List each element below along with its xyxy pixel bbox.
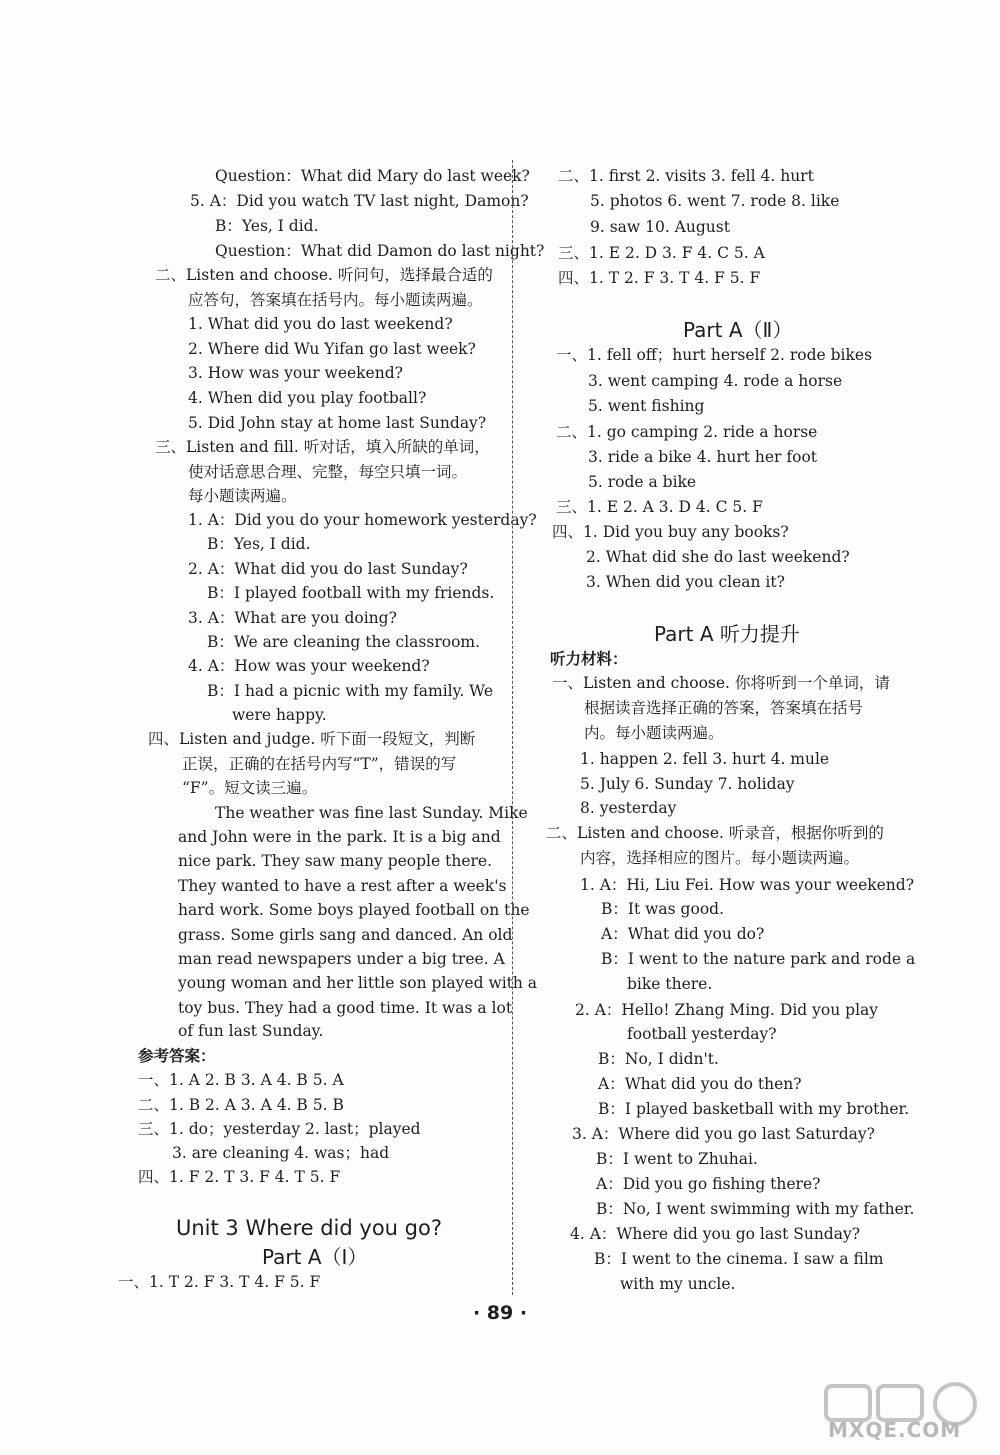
text-line: B：We are cleaning the classroom. xyxy=(207,633,481,651)
text-line: 9. saw 10. August xyxy=(590,218,730,236)
text-line: man read newspapers under a big tree. A xyxy=(178,950,505,968)
text-line: 2. Where did Wu Yifan go last week? xyxy=(188,340,476,358)
text-line: 3. ride a bike 4. hurt her foot xyxy=(588,448,818,466)
text-line: 四、Listen and judge. 听下面一段短文，判断 xyxy=(148,730,476,748)
text-line: and John were in the park. It is a big and xyxy=(178,828,501,846)
text-line: 4. A：Where did you go last Sunday? xyxy=(570,1225,861,1243)
text-line: 1. What did you do last weekend? xyxy=(188,315,453,333)
text-line: bike there. xyxy=(627,975,713,993)
text-line: 8. yesterday xyxy=(580,799,677,817)
text-line: hard work. Some boys played football on the xyxy=(178,901,530,919)
text-line: 参考答案： xyxy=(138,1046,216,1065)
text-line: toy bus. They had a good time. It was a lot xyxy=(178,999,513,1017)
column-divider xyxy=(512,160,513,1295)
text-line: B：I played basketball with my brother. xyxy=(598,1100,910,1118)
text-line: 四、1. F 2. T 3. F 4. T 5. F xyxy=(138,1168,341,1186)
text-line: 2. What did she do last weekend? xyxy=(586,548,850,566)
text-line: B：I went to Zhuhai. xyxy=(596,1150,758,1168)
text-line: B：It was good. xyxy=(601,900,724,918)
text-line: 5. A：Did you watch TV last night, Damon? xyxy=(190,192,529,210)
text-line: A：Did you go fishing there? xyxy=(596,1175,821,1193)
text-line: 5. rode a bike xyxy=(588,473,697,491)
section-heading: Unit 3 Where did you go? xyxy=(176,1216,442,1240)
page-number: · 89 · xyxy=(472,1302,528,1324)
text-line: 根据读音选择正确的答案，答案填在括号 xyxy=(584,699,864,717)
text-line: 一、Listen and choose. 你将听到一个单词，请 xyxy=(552,674,890,692)
text-line: 三、Listen and fill. 听对话，填入所缺的单词， xyxy=(155,438,490,456)
text-line: 每小题读两遍。 xyxy=(188,487,297,505)
text-line: 四、1. Did you buy any books? xyxy=(552,523,789,541)
text-line: 5. Did John stay at home last Sunday? xyxy=(188,414,487,432)
text-line: 5. photos 6. went 7. rode 8. like xyxy=(590,192,840,210)
section-heading: Part A（Ⅰ） xyxy=(262,1245,368,1269)
text-line: Question：What did Mary do last week? xyxy=(215,167,530,185)
text-line: 3. When did you clean it? xyxy=(586,573,785,591)
text-line: B：Yes, I did. xyxy=(207,535,311,553)
section-heading: Part A 听力提升 xyxy=(654,622,800,646)
text-line: 三、1. E 2. A 3. D 4. C 5. F xyxy=(556,498,763,516)
text-line: 2. A：Hello! Zhang Ming. Did you play xyxy=(575,1001,879,1019)
text-line: B：No, I didn't. xyxy=(598,1050,719,1068)
text-line: 一、1. fell off；hurt herself 2. rode bikes xyxy=(556,346,873,364)
text-line: 二、Listen and choose. 听录音，根据你听到的 xyxy=(546,824,884,842)
section-heading: Part A（Ⅱ） xyxy=(683,318,793,342)
text-line: 四、1. T 2. F 3. T 4. F 5. F xyxy=(558,269,761,287)
text-line: Question：What did Damon do last night? xyxy=(215,242,545,260)
text-line: B：I had a picnic with my family. We xyxy=(207,682,494,700)
text-line: 3. How was your weekend? xyxy=(188,364,403,382)
text-line: young woman and her little son played with a xyxy=(178,974,538,992)
text-line: They wanted to have a rest after a week's xyxy=(178,877,507,895)
text-line: “F”。短文读三遍。 xyxy=(182,779,318,797)
text-line: 3. went camping 4. rode a horse xyxy=(588,372,843,390)
text-line: 二、1. first 2. visits 3. fell 4. hurt xyxy=(558,167,814,185)
text-line: 1. A：Did you do your homework yesterday? xyxy=(188,511,537,529)
text-line: grass. Some girls sang and danced. An old xyxy=(178,926,513,944)
watermark-domain: MXQE.COM xyxy=(828,1418,962,1442)
text-line: B：I went to the nature park and rode a xyxy=(601,950,916,968)
text-line: 二、Listen and choose. 听问句，选择最合适的 xyxy=(155,266,493,284)
text-line: The weather was fine last Sunday. Mike xyxy=(215,804,528,822)
text-line: of fun last Sunday. xyxy=(178,1022,324,1040)
text-line: 1. A：Hi, Liu Fei. How was your weekend? xyxy=(580,876,915,894)
text-line: 2. A：What did you do last Sunday? xyxy=(188,560,468,578)
text-line: B：I went to the cinema. I saw a film xyxy=(594,1250,884,1268)
text-line: B：No, I went swimming with my father. xyxy=(596,1200,915,1218)
text-line: were happy. xyxy=(232,706,327,724)
text-line: B：I played football with my friends. xyxy=(207,584,495,602)
text-line: 3. A：Where did you go last Saturday? xyxy=(572,1125,875,1143)
text-line: 3. A：What are you doing? xyxy=(188,609,397,627)
text-line: 正误，正确的在括号内写“T”，错误的写 xyxy=(182,755,457,773)
text-line: 4. A：How was your weekend? xyxy=(188,657,430,675)
text-line: 5. went fishing xyxy=(588,397,705,415)
text-line: 1. happen 2. fell 3. hurt 4. mule xyxy=(580,750,830,768)
text-line: 应答句，答案填在括号内。每小题读两遍。 xyxy=(188,291,483,309)
text-line: 一、1. A 2. B 3. A 4. B 5. A xyxy=(138,1071,344,1089)
text-line: A：What did you do then? xyxy=(598,1075,802,1093)
text-line: 内容，选择相应的图片。每小题读两遍。 xyxy=(580,849,860,867)
text-line: with my uncle. xyxy=(620,1275,736,1293)
text-line: A：What did you do? xyxy=(601,925,765,943)
text-line: B：Yes, I did. xyxy=(215,217,319,235)
text-line: 5. July 6. Sunday 7. holiday xyxy=(580,775,795,793)
text-line: 4. When did you play football? xyxy=(188,389,427,407)
text-line: 二、1. go camping 2. ride a horse xyxy=(556,423,818,441)
text-line: 三、1. E 2. D 3. F 4. C 5. A xyxy=(558,244,765,262)
text-line: 内。每小题读两遍。 xyxy=(584,724,724,742)
text-line: 使对话意思合理、完整，每空只填一词。 xyxy=(188,463,468,481)
text-line: 二、1. B 2. A 3. A 4. B 5. B xyxy=(138,1096,344,1114)
text-line: 听力材料： xyxy=(550,649,628,668)
text-line: 一、1. T 2. F 3. T 4. F 5. F xyxy=(118,1273,321,1291)
text-line: football yesterday? xyxy=(627,1025,777,1043)
text-line: nice park. They saw many people there. xyxy=(178,852,493,870)
text-line: 3. are cleaning 4. was；had xyxy=(172,1144,390,1162)
text-line: 三、1. do；yesterday 2. last；played xyxy=(138,1120,421,1138)
